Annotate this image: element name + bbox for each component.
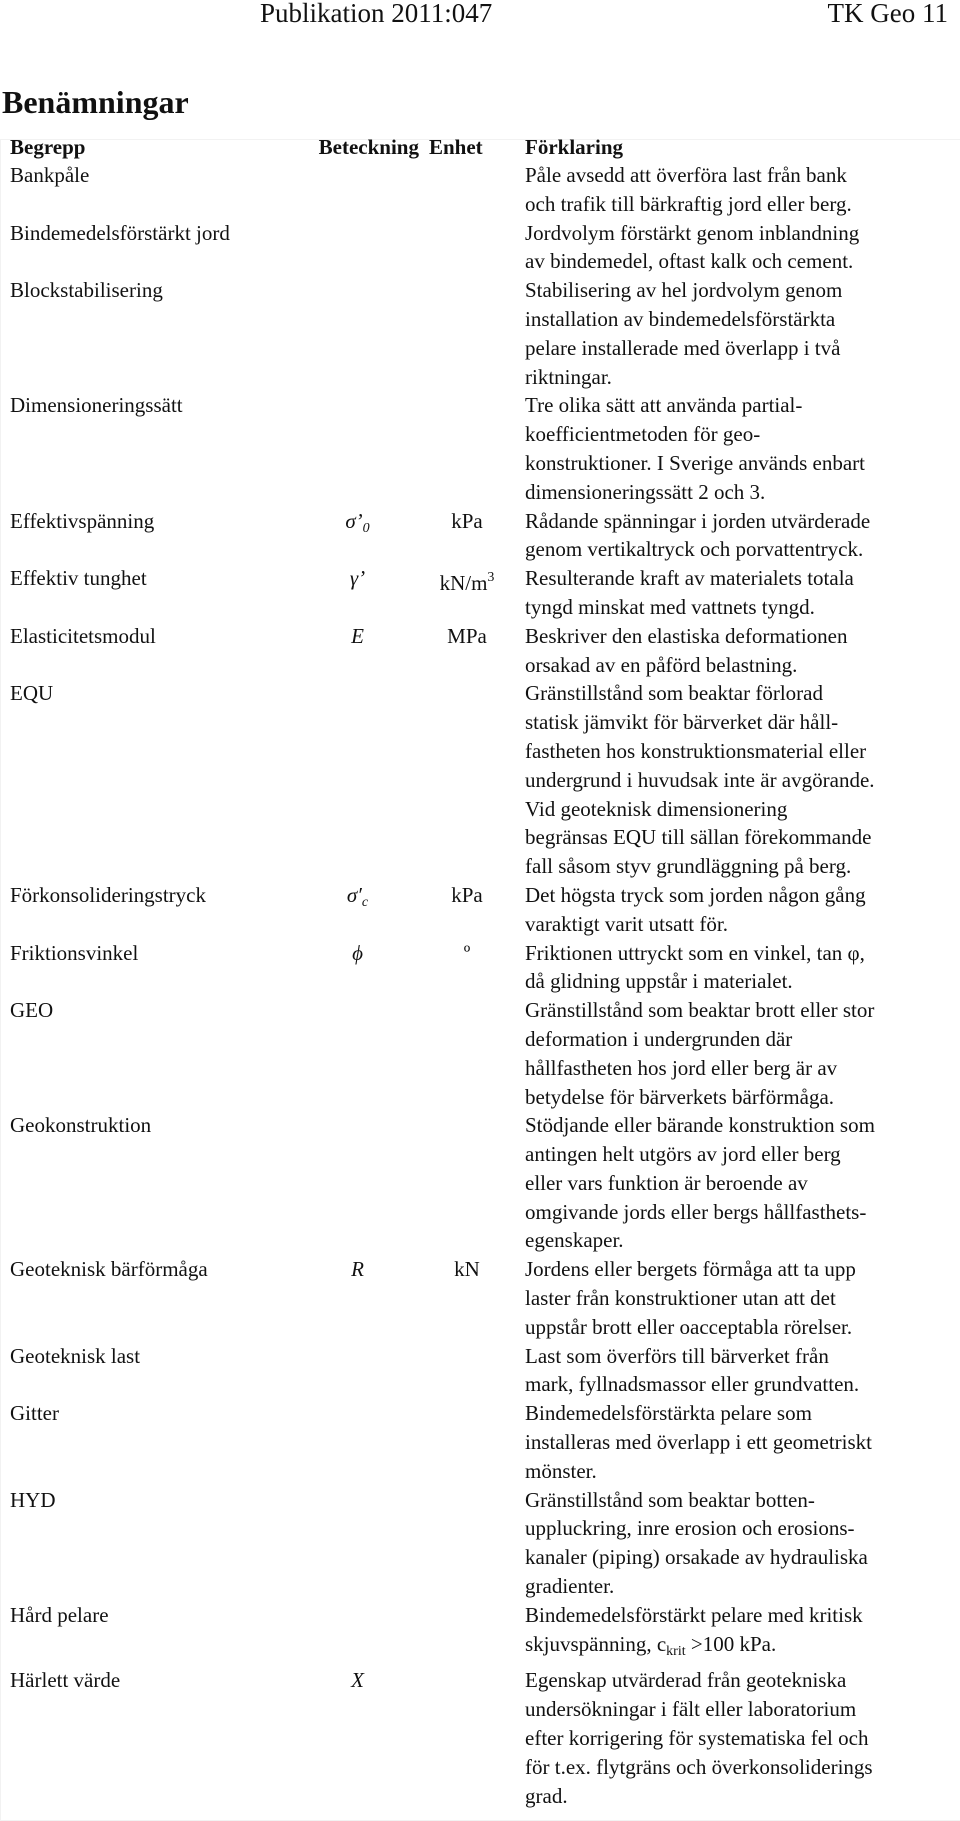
symbol-text: σ′ [346,882,362,907]
symbol-cell [290,219,425,277]
description-subscript: krit [666,1643,686,1659]
column-header-description: Förklaring [525,135,623,159]
table-row [0,1255,960,1341]
description-cell [515,507,960,565]
description-cell [515,219,960,277]
description-line: installation av bindemedelsförstärkta [525,306,836,331]
symbol-cell [290,276,425,391]
description-cell [515,1255,960,1341]
symbol-cell [290,939,425,997]
term-cell: Geoteknisk last [10,1343,141,1368]
description-line: Det högsta tryck som jorden någon gång [525,882,866,907]
glossary-rows [0,161,960,1810]
table-row [0,219,960,277]
symbol-text: γ’ [349,566,366,591]
table-row [0,1399,960,1485]
description-line: Jordens eller bergets förmåga att ta upp [525,1257,856,1282]
description-line: genom vertikaltryck och porvattentryck. [525,537,864,562]
description-line: begränsas EQU till sällan förekommande [525,825,872,850]
symbol-subscript: 0 [362,520,370,536]
description-line: egenskaper. [525,1228,624,1253]
description-line: Gränstillstånd som beaktar brott eller stor [525,998,875,1023]
description-line: Tre olika sätt att använda partial- [525,393,803,418]
term-cell: Blockstabilisering [10,278,163,303]
description-cell [515,391,960,506]
description-line: riktningar. [525,364,612,389]
unit-cell [425,161,515,219]
description-cell [515,1601,960,1667]
table-row [0,622,960,680]
description-line: hållfastheten hos jord eller berg är av [525,1055,838,1080]
description-line: Stabilisering av hel jordvolym genom [525,278,843,303]
publication-number: Publikation 2011:047 [260,0,493,28]
description-cell [515,881,960,939]
column-header-unit: Enhet [429,135,483,159]
description-line: konstruktioner. I Sverige används enbart [525,450,865,475]
description-line: Gränstillstånd som beaktar botten- [525,1487,815,1512]
description-line: antingen helt utgörs av jord eller berg [525,1142,841,1167]
description-line: Gränstillstånd som beaktar förlorad [525,681,823,706]
symbol-cell [290,1486,425,1601]
symbol-cell [290,679,425,881]
term-cell: Hård pelare [10,1602,109,1627]
symbol-cell [290,564,425,622]
symbol-cell [290,1666,425,1810]
unit-superscript: 3 [487,570,495,586]
description-line: fall såsom styv grundläggning på berg. [525,854,852,879]
unit-cell [425,1399,515,1485]
description-line: Egenskap utvärderad från geotekniska [525,1668,847,1693]
description-cell [515,1399,960,1485]
description-cell [515,1666,960,1810]
unit-cell [425,881,515,939]
description-line: då glidning uppstår i materialet. [525,969,793,994]
unit-text: kPa [451,882,483,907]
table-row [0,1111,960,1255]
description-cell [515,679,960,881]
term-cell: Friktionsvinkel [10,940,139,965]
unit-text: kN/m [439,571,488,596]
description-line: grad. [525,1783,568,1808]
description-text: >100 kPa. [685,1631,777,1656]
description-line: och trafik till bärkraftig jord eller berg. [525,191,852,216]
symbol-subscript: c [361,894,369,910]
unit-cell [425,1342,515,1400]
section-title: Benämningar [2,84,189,120]
description-line: fastheten hos konstruktionsmaterial eller [525,738,867,763]
unit-cell [425,507,515,565]
description-cell [515,622,960,680]
description-line: kanaler (piping) orsakade av hydrauliska [525,1545,868,1570]
symbol-cell [290,161,425,219]
table-row [0,1666,960,1810]
description-line: efter korrigering för systematiska fel och [525,1726,869,1751]
unit-cell [425,564,515,622]
description-cell [515,939,960,997]
description-line: Jordvolym förstärkt genom inblandning [525,220,860,245]
symbol-cell [290,1342,425,1400]
description-line: deformation i undergrunden där [525,1026,793,1051]
unit-text: kPa [451,508,483,533]
table-row [0,564,960,622]
term-cell: Geokonstruktion [10,1113,152,1138]
unit-cell [425,1255,515,1341]
unit-cell [425,622,515,680]
term-cell: Härlett värde [10,1668,121,1693]
term-cell: EQU [10,681,54,706]
page-header [0,0,960,30]
unit-cell [425,219,515,277]
description-line: Beskriver den elastiska deformationen [525,623,848,648]
table-row [0,507,960,565]
description-cell [515,564,960,622]
unit-cell [425,1486,515,1601]
symbol-cell [290,507,425,565]
symbol-text: ϕ [352,940,363,965]
description-line: installeras med överlapp i ett geometriskt [525,1430,872,1455]
description-cell [515,1342,960,1400]
description-line: Påle avsedd att överföra last från bank [525,163,847,187]
table-row [0,276,960,391]
table-row [0,1601,960,1667]
unit-text: MPa [447,623,487,648]
unit-cell [425,1601,515,1667]
description-line: Stödjande eller bärande konstruktion som [525,1113,875,1138]
term-cell: Bankpåle [10,163,90,187]
unit-text: kN [454,1257,480,1282]
table-row [0,881,960,939]
symbol-text: R [351,1257,364,1282]
unit-cell [425,391,515,506]
symbol-text: X [351,1668,364,1693]
description-line: Friktionen uttryckt som en vinkel, tan φ, [525,940,865,965]
description-line: dimensioneringssätt 2 och 3. [525,479,766,504]
description-cell [515,996,960,1111]
description-line: gradienter. [525,1574,615,1599]
description-line: mönster. [525,1458,597,1483]
description-line: koefficientmetoden för geo- [525,422,761,447]
unit-cell [425,679,515,881]
symbol-cell [290,1399,425,1485]
description-line: undersökningar i fält eller laboratorium [525,1697,857,1722]
unit-cell [425,1666,515,1810]
description-line: eller vars funktion är beroende av [525,1170,808,1195]
description-line: omgivande jords eller bergs hållfasthets- [525,1199,867,1224]
description-line: pelare installerade med överlapp i två [525,335,841,360]
description-line: varaktigt varit utsatt för. [525,911,728,936]
term-cell: Förkonsolideringstryck [10,882,206,907]
description-line: uppstår brott eller oacceptabla rörelser. [525,1314,853,1339]
term-cell: Geoteknisk bärförmåga [10,1257,208,1282]
description-line: för t.ex. flytgräns och överkonsoliderings [525,1754,873,1779]
unit-cell [425,939,515,997]
table-row [0,996,960,1111]
table-row [0,161,960,219]
description-line: Bindemedelsförstärkt pelare med kritisk [525,1602,863,1627]
description-cell [515,1111,960,1255]
table-row [0,1486,960,1601]
description-cell [515,1486,960,1601]
term-cell: HYD [10,1487,56,1512]
column-header-symbol: Beteckning [318,135,419,159]
description-line: Resulterande kraft av materialets totala [525,566,854,591]
symbol-text: σ’ [345,508,363,533]
term-cell: Elasticitetsmodul [10,623,156,648]
column-header-term: Begrepp [10,135,86,159]
description-cell [515,161,960,219]
table-row [0,391,960,506]
description-line: uppluckring, inre erosion och erosions- [525,1516,855,1541]
symbol-text: E [351,623,364,648]
description-line: Bindemedelsförstärkta pelare som [525,1401,812,1426]
term-cell: Effektiv tunghet [10,566,147,591]
table-row [0,679,960,881]
symbol-cell [290,622,425,680]
symbol-cell [290,391,425,506]
term-cell: Dimensioneringssätt [10,393,183,418]
description-line: av bindemedel, oftast kalk och cement. [525,249,854,274]
symbol-cell [290,1601,425,1667]
table-row [0,939,960,997]
description-line: betydelse för bärverkets bärförmåga. [525,1084,835,1109]
symbol-cell [290,1255,425,1341]
unit-cell [425,1111,515,1255]
description-line: statisk jämvikt för bärverket där håll- [525,710,839,735]
description-line: undergrund i huvudsak inte är avgörande. [525,767,875,792]
description-line: tyngd minskat med vattnets tyngd. [525,594,815,619]
description-text: skjuvspänning, c [525,1631,667,1656]
unit-text: º [463,940,471,965]
description-line: Last som överförs till bärverket från [525,1343,829,1368]
glossary-table [0,133,960,1810]
description-line: Rådande spänningar i jorden utvärderade [525,508,871,533]
symbol-cell [290,1111,425,1255]
term-cell: Effektivspänning [10,508,155,533]
organization-code: TK Geo 11 [827,0,948,28]
term-cell: Gitter [10,1401,59,1426]
description-line: laster från konstruktioner utan att det [525,1286,836,1311]
term-cell: GEO [10,998,54,1023]
symbol-cell [290,881,425,939]
table-row [0,1342,960,1400]
description-line: Vid geoteknisk dimensionering [525,796,788,821]
description-line [525,1630,960,1667]
term-cell: Bindemedelsförstärkt jord [10,220,230,245]
description-cell [515,276,960,391]
description-line: orsakad av en påförd belastning. [525,652,798,677]
unit-cell [425,996,515,1111]
table-header-row [0,133,960,161]
unit-cell [425,276,515,391]
description-line: mark, fyllnadsmassor eller grundvatten. [525,1372,860,1397]
symbol-cell [290,996,425,1111]
